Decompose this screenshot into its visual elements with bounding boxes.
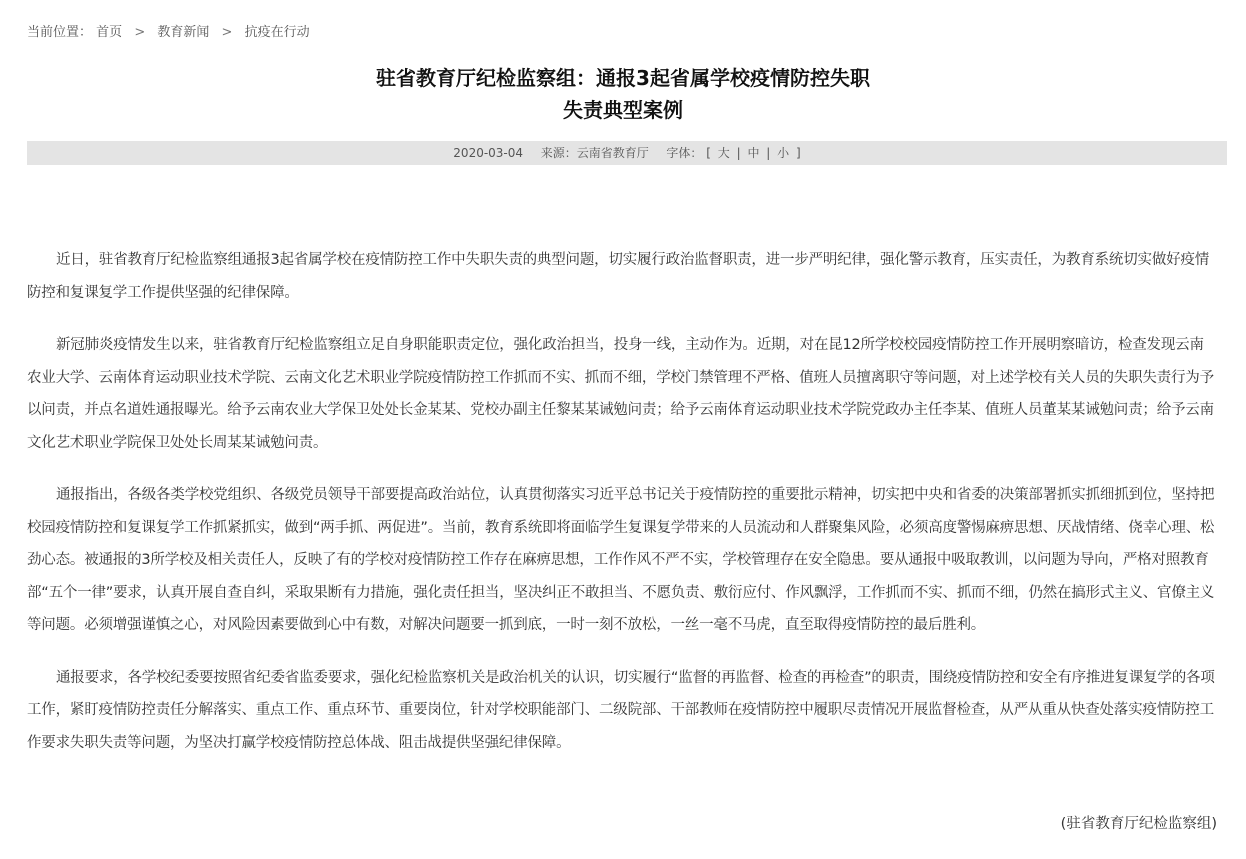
breadcrumb-link-home[interactable]: 首页 bbox=[96, 25, 123, 40]
breadcrumb-prefix: 当前位置： bbox=[27, 25, 93, 40]
article-paragraph: 通报指出，各级各类学校党组织、各级党员领导干部要提高政治站位，认真贯彻落实习近平总书记关于疫情防控的重要批示精神，切实把中央和省委的决策部署抓实抓细抓到位，坚持把校园疫情防控和复课复学工作抓紧抓实，做到“两手抓、两促进”。当前，教育系统即将面临学生复课复学带来的人员流动和人群聚集风险，必须高度警惕麻痹思想、厌战情绪、侥幸心理、松劲心态。被通报的3所学校及相关责任人，反映了有的学校对疫情防控工作存在麻痹思想，工作作风不严不实，学校管理存在安全隐患。要从通报中吸取教训，以问题为导向，严格对照教育部“五个一律”要求，认真开展自查自纠，采取果断有力措施，强化责任担当，坚决纠正不敢担当、不愿负责、敷衍应付、作风飘浮，工作抓而不实、抓而不细，仍然在搞形式主义、官僚主义等问题。必须增强谨慎之心，对风险因素要做到心中有数，对解决问题要一抓到底，一时一刻不放松，一丝一毫不马虎，直至取得疫情防控的最后胜利。 bbox=[27, 487, 1215, 633]
article-date: 2020-03-04 bbox=[453, 146, 524, 160]
article-source: 来源：云南省教育厅 bbox=[540, 146, 649, 160]
breadcrumb bbox=[27, 21, 310, 40]
breadcrumb-link-anti-epidemic[interactable]: 抗疫在行动 bbox=[244, 25, 310, 40]
article-meta-bar bbox=[27, 141, 1227, 165]
article-signature: (驻省教育厅纪检监察组) bbox=[1060, 816, 1217, 832]
font-size-separator: | bbox=[766, 146, 771, 160]
font-size-small-button[interactable]: 小 bbox=[777, 146, 790, 160]
article-title-line2: 失责典型案例 bbox=[563, 98, 683, 122]
font-size-bracket-open: [ bbox=[706, 146, 711, 160]
breadcrumb-link-education-news[interactable]: 教育新闻 bbox=[157, 25, 210, 40]
article-paragraph: 近日，驻省教育厅纪检监察组通报3起省属学校在疫情防控工作中失职失责的典型问题，切实履行政治监督职责，进一步严明纪律，强化警示教育，压实责任，为教育系统切实做好疫情防控和复课复学工作提供坚强的纪律保障。 bbox=[27, 252, 1210, 301]
font-size-medium-button[interactable]: 中 bbox=[747, 146, 760, 160]
article-body bbox=[27, 244, 1217, 779]
article-title bbox=[0, 62, 1246, 126]
article-paragraph: 通报要求，各学校纪委要按照省纪委省监委要求，强化纪检监察机关是政治机关的认识，切实履行“监督的再监督、检查的再检查”的职责，围绕疫情防控和安全有序推进复课复学的各项工作，紧盯疫情防控责任分解落实、重点工作、重点环节、重要岗位，针对学校职能部门、二级院部、干部教师在疫情防控中履职尽责情况开展监督检查，从严从重从快查处落实疫情防控工作要求失职失责等问题，为坚决打赢学校疫情防控总体战、阻击战提供坚强纪律保障。 bbox=[27, 669, 1215, 751]
font-size-bracket-close: ] bbox=[796, 146, 801, 160]
breadcrumb-separator: > bbox=[134, 25, 146, 40]
font-size-label: 字体： bbox=[666, 146, 703, 160]
breadcrumb-separator: > bbox=[221, 25, 233, 40]
article-title-line1: 驻省教育厅纪检监察组：通报3起省属学校疫情防控失职 bbox=[376, 66, 870, 90]
font-size-separator: | bbox=[736, 146, 741, 160]
article-paragraph: 新冠肺炎疫情发生以来，驻省教育厅纪检监察组立足自身职能职责定位，强化政治担当，投身一线，主动作为。近期，对在昆12所学校校园疫情防控工作开展明察暗访，检查发现云南农业大学、云南体育运动职业技术学院、云南文化艺术职业学院疫情防控工作抓而不实、抓而不细，学校门禁管理不严格、值班人员擅离职守等问题，对上述学校有关人员的失职失责行为予以问责，并点名道姓通报曝光。给予云南农业大学保卫处处长金某某、党校办副主任黎某某诫勉问责；给予云南体育运动职业技术学院党政办主任李某、值班人员董某某诫勉问责；给予云南文化艺术职业学院保卫处处长周某某诫勉问责。 bbox=[27, 337, 1214, 451]
font-size-large-button[interactable]: 大 bbox=[717, 146, 730, 160]
